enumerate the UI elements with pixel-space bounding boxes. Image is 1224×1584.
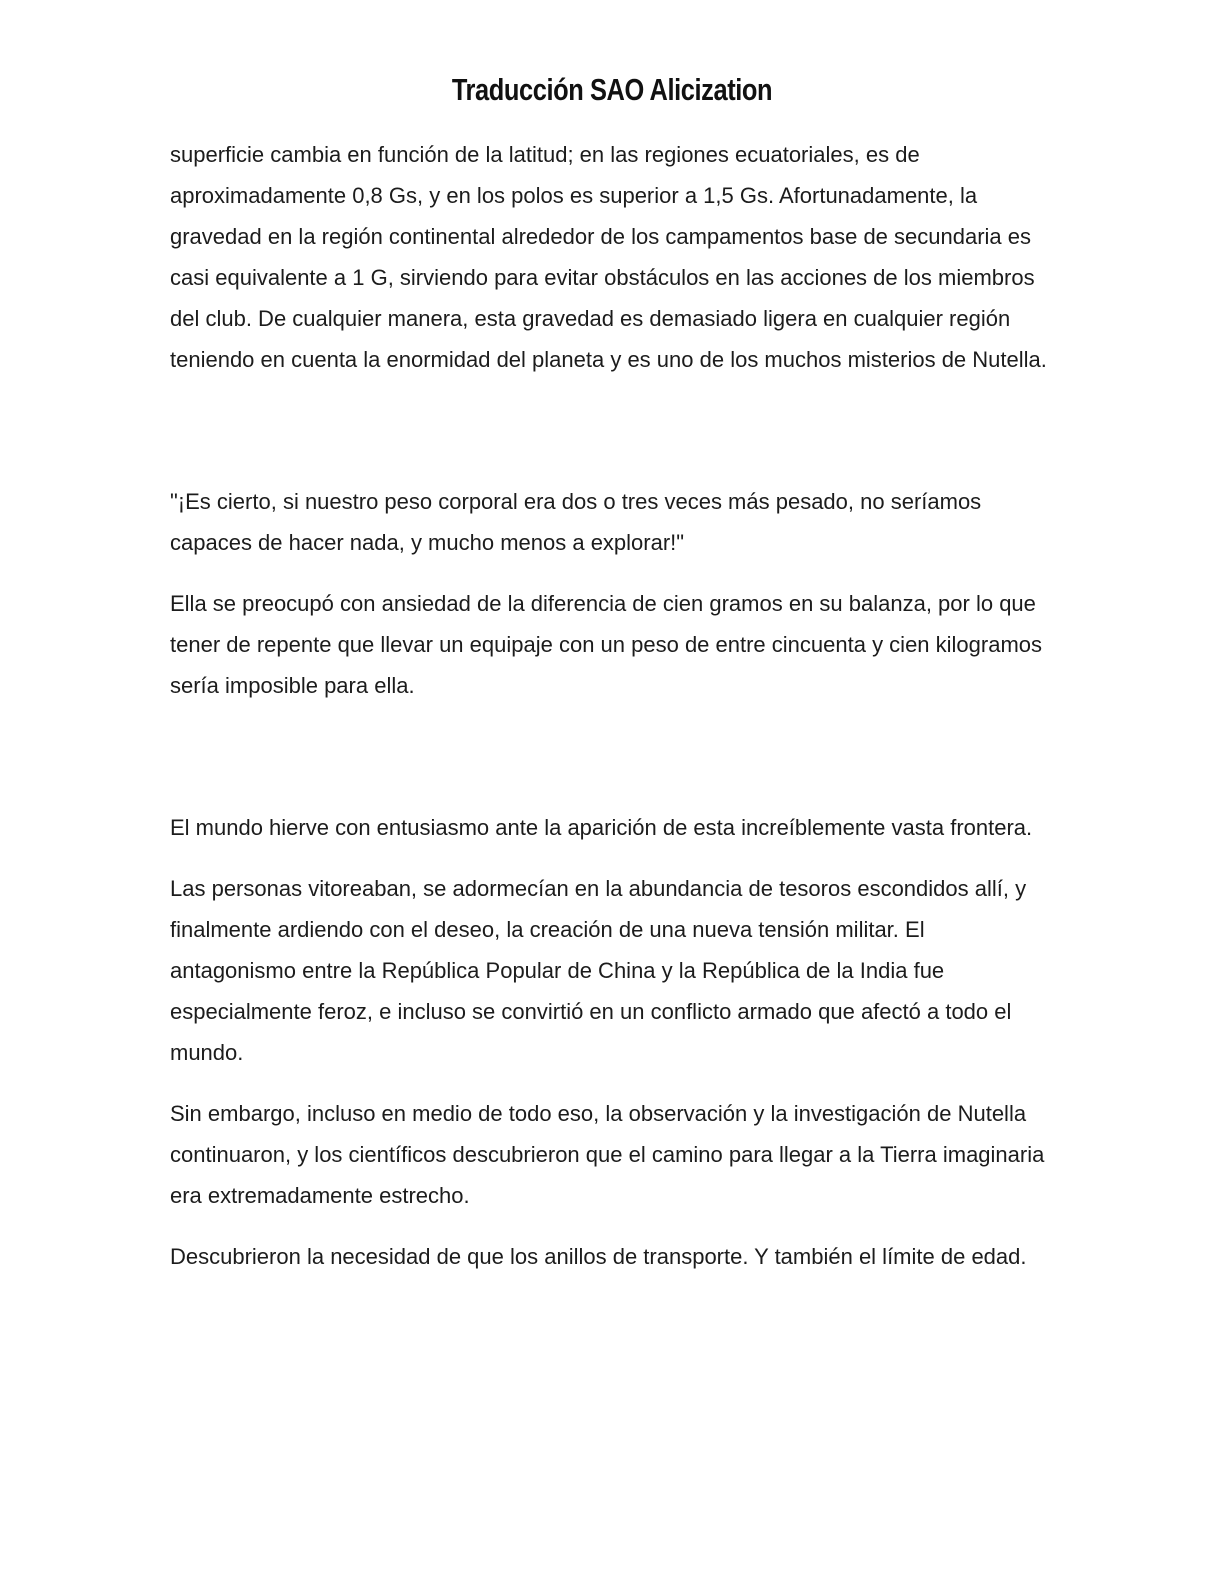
paragraph: "¡Es cierto, si nuestro peso corporal era dos o tres veces más pesado, no seríamos capaces de hacer nada, y mucho menos a explorar!" — [170, 489, 982, 555]
paragraph: Las personas vitoreaban, se adormecían en la abundancia de tesoros escondidos allí, y finalmente ardiendo con el deseo, la creación de una nueva tensión militar. El antagonismo entre la República Popular de China y la República de la India fue especialmente feroz, e incluso se convirtió en un conflicto armado que afectó a todo el mundo. — [170, 876, 1027, 1065]
paragraph: superficie cambia en función de la latitud; en las regiones ecuatoriales, es de aproximadamente 0,8 Gs, y en los polos es superior a 1,5 Gs. Afortunadamente, la gravedad en la región continental alrededor de los campamentos base de secundaria es casi equivalente a 1 G, sirviendo para evitar obstáculos en las acciones de los miembros del club. De cualquier manera, esta gravedad es demasiado ligera en cualquier región teniendo en cuenta la enormidad del planeta y es uno de los muchos misterios de Nutella. — [170, 142, 1047, 372]
paragraph: Sin embargo, incluso en medio de todo eso, la observación y la investigación de Nutella continuaron, y los científicos descubrieron que el camino para llegar a la Tierra imaginaria era extremadamente estrecho. — [170, 1101, 1045, 1208]
paragraph: Descubrieron la necesidad de que los anillos de transporte. Y también el límite de edad. — [170, 1244, 1027, 1269]
paragraph: Ella se preocupó con ansiedad de la diferencia de cien gramos en su balanza, por lo que tener de repente que llevar un equipaje con un peso de entre cincuenta y cien kilogramos sería imposible para ella. — [170, 591, 1043, 698]
header-title: Traducción SAO Alicization — [451, 72, 773, 107]
paragraph: El mundo hierve con entusiasmo ante la aparición de esta increíblemente vasta frontera. — [170, 815, 1033, 840]
body-text — [170, 134, 1050, 1297]
paragraph-spacer — [170, 400, 1050, 481]
paragraph-spacer — [170, 726, 1050, 807]
